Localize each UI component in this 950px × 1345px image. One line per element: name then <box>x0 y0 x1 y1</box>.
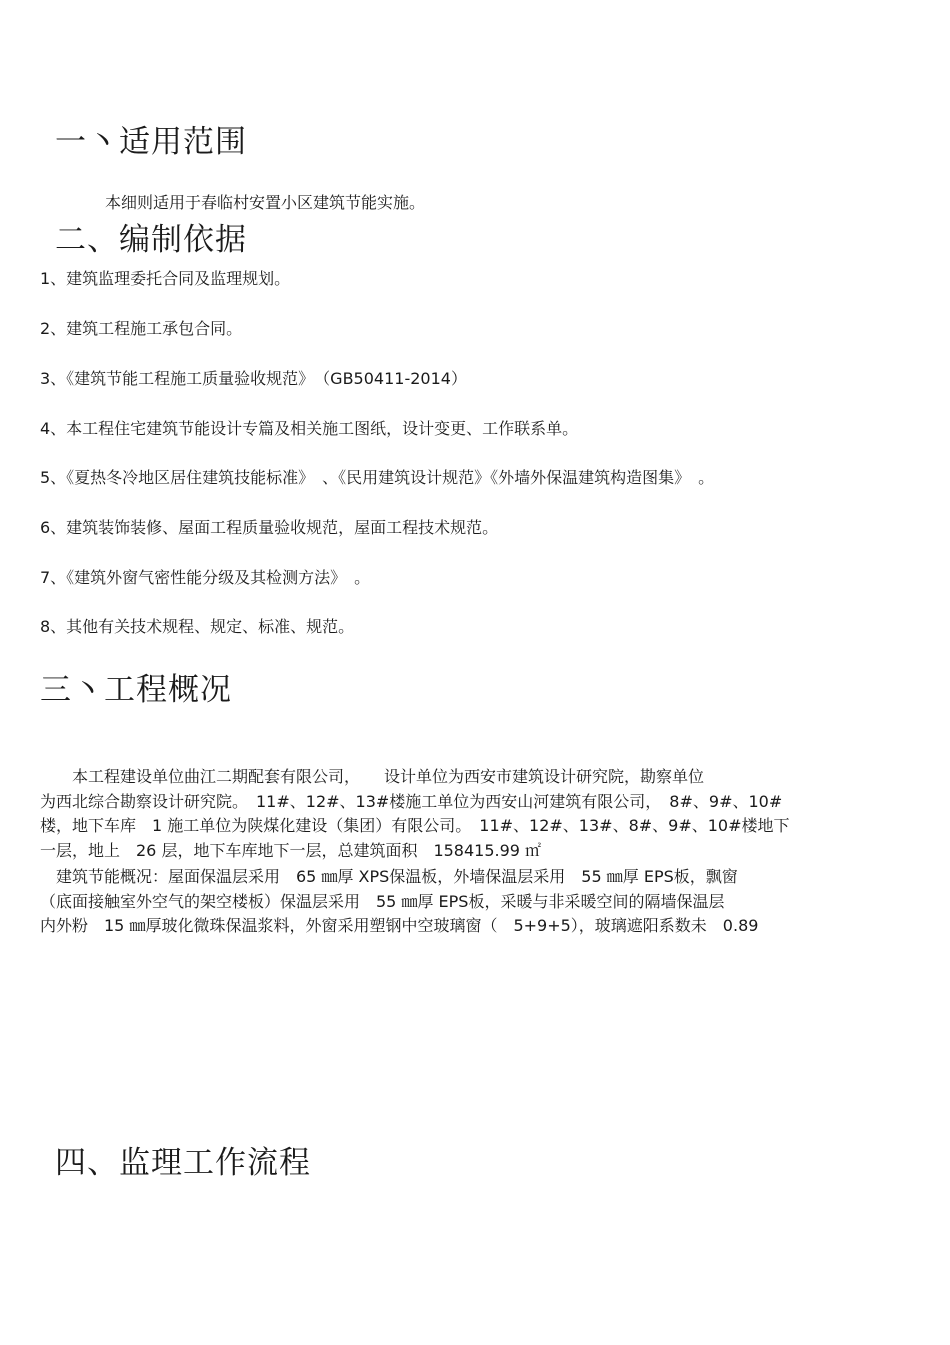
basis-item-6: 6、建筑装饰装修、屋面工程质量验收规范，屋面工程技术规范。 <box>40 518 499 537</box>
basis-item-8: 8、其他有关技术规程、规定、标准、规范。 <box>40 617 355 636</box>
basis-item-5: 5、《夏热冬冷地区居住建筑技能标准》 、《民用建筑设计规范》《外墙外保温建筑构造图集》 。 <box>40 468 715 487</box>
section-1-body: 本细则适用于春临村安置小区建筑节能实施。 <box>105 193 426 212</box>
project-overview-paragraph <box>40 765 850 863</box>
overview-line-1: 本工程建设单位曲江二期配套有限公司， 设计单位为西安市建筑设计研究院，勘察单位 <box>40 767 705 786</box>
basis-item-3: 3、《建筑节能工程施工质量验收规范》 （GB50411-2014） <box>40 369 467 388</box>
section-1-heading: 一丶适用范围 <box>55 124 247 160</box>
overview-line-3: 楼，地下车库 1 施工单位为陕煤化建设（集团）有限公司。 11#、12#、13#、8#、9#、10#楼地下 <box>40 816 790 835</box>
basis-item-7: 7、《建筑外窗气密性能分级及其检测方法》 。 <box>40 568 371 587</box>
basis-item-4: 4、本工程住宅建筑节能设计专篇及相关施工图纸，设计变更、工作联系单。 <box>40 419 579 438</box>
energy-saving-paragraph <box>40 865 850 939</box>
section-4-heading: 四、监理工作流程 <box>55 1145 311 1181</box>
section-3-heading: 三丶工程概况 <box>40 672 232 708</box>
basis-item-1: 1、建筑监理委托合同及监理规划。 <box>40 269 291 288</box>
overview-line-2: 为西北综合勘察设计研究院。 11#、12#、13#楼施工单位为西安山河建筑有限公司， 8#、9#、10# <box>40 791 783 811</box>
overview-line-4: 一层，地上 26 层，地下车库地下一层，总建筑面积 158415.99 ㎡ <box>40 840 542 860</box>
section-2-heading: 二、编制依据 <box>55 222 247 258</box>
energy-line-3: 内外粉 15 ㎜厚玻化微珠保温浆料，外窗采用塑钢中空玻璃窗（ 5+9+5），玻璃遮阳系数未 0.89 <box>40 916 759 935</box>
energy-line-2: （底面接触室外空气的架空楼板）保温层采用 55 ㎜厚 EPS板，采暖与非采暖空间的隔墙保温层 <box>40 891 725 911</box>
energy-line-1: 建筑节能概况：屋面保温层采用 65 ㎜厚 XPS保温板，外墙保温层采用 55 ㎜厚 EPS板，飘窗 <box>40 867 738 886</box>
basis-item-2: 2、建筑工程施工承包合同。 <box>40 319 243 338</box>
